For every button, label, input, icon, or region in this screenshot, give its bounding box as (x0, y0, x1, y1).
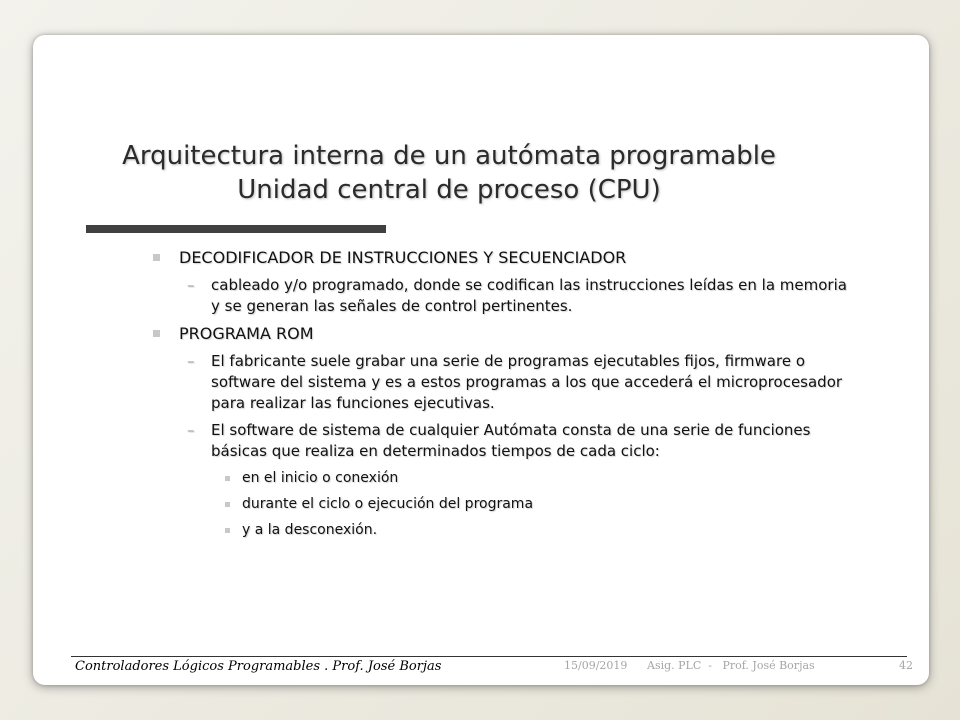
sub-bullet-rom-detail-2 (153, 420, 853, 462)
square-bullet-icon (153, 254, 160, 261)
bullet-decoder (153, 247, 853, 268)
footer-subject: Asig. PLC - Prof. José Borjas (647, 659, 815, 672)
rom-detail-1-text: El fabricante suele grabar una serie de programas ejecutables fijos, firmware o software del sistema y es a estos programas a los que accederá el microprocesador para realizar las funciones ejecutivas. (211, 352, 843, 412)
dash-bullet-icon: – (187, 352, 195, 370)
title-line-2: Unidad central de proceso (CPU) (237, 175, 661, 205)
square-bullet-icon (153, 330, 160, 337)
rom-subitem (153, 494, 853, 514)
footer-course-title: Controladores Lógicos Programables . Prof. José Borjas (75, 659, 442, 674)
title-underline-bar (86, 225, 386, 233)
slide-title (33, 139, 865, 207)
rom-subitem-text: en el inicio o conexión (242, 470, 399, 486)
title-line-1: Arquitectura interna de un autómata programable (122, 141, 776, 171)
bullet-decoder-text: DECODIFICADOR DE INSTRUCCIONES Y SECUENCIADOR (179, 248, 627, 267)
footer-date: 15/09/2019 (564, 659, 628, 672)
square-bullet-icon (225, 528, 230, 533)
footer-page-number: 42 (899, 659, 913, 672)
dash-bullet-icon: – (187, 421, 195, 439)
slide-content (153, 247, 853, 546)
square-bullet-icon (225, 502, 230, 507)
rom-subitem-text: durante el ciclo o ejecución del programa (242, 496, 534, 512)
sub-bullet-rom-detail-1 (153, 351, 853, 414)
bullet-rom-text: PROGRAMA ROM (179, 324, 314, 343)
sub-bullet-decoder-detail (153, 275, 853, 317)
decoder-detail-text: cableado y/o programado, donde se codifican las instrucciones leídas en la memoria y se generan las señales de control pertinentes. (211, 276, 847, 315)
rom-detail-2-text: El software de sistema de cualquier Autómata consta de una serie de funciones básicas que realiza en determinados tiempos de cada ciclo: (211, 421, 811, 460)
bullet-rom (153, 323, 853, 344)
footer-divider (71, 656, 907, 657)
rom-subitem (153, 468, 853, 488)
slide (33, 35, 929, 685)
dash-bullet-icon: – (187, 276, 195, 294)
square-bullet-icon (225, 476, 230, 481)
rom-subitem (153, 520, 853, 540)
rom-subitem-text: y a la desconexión. (242, 522, 378, 538)
